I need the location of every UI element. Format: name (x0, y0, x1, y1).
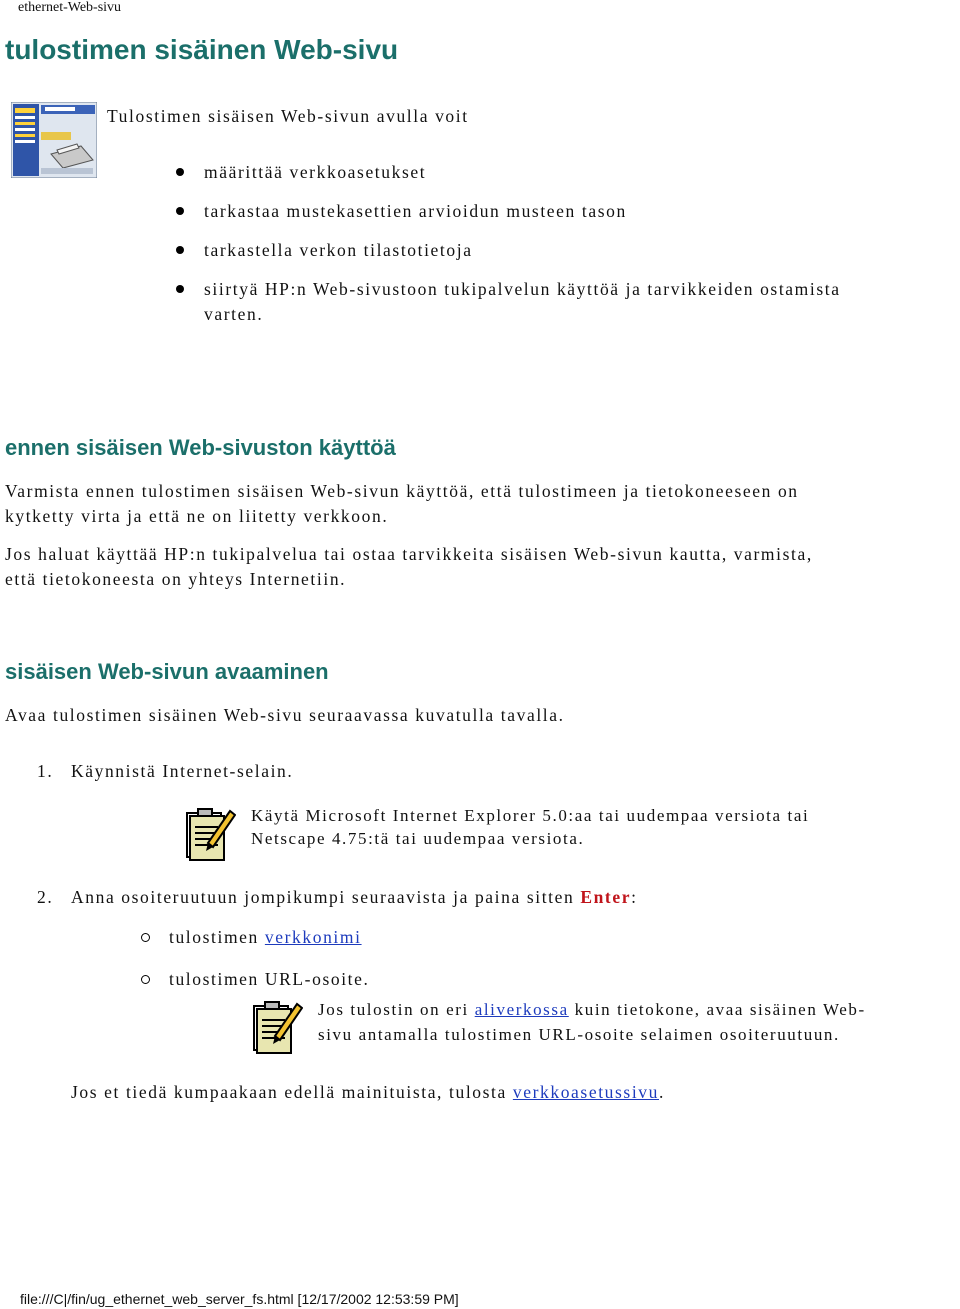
embedded-web-server-thumbnail (11, 102, 97, 178)
step-1 (37, 759, 294, 784)
step-number: 1. (37, 761, 54, 781)
note-icon (251, 998, 303, 1054)
bullet-icon (176, 207, 184, 215)
paragraph: Jos et tiedä kumpaakaan edellä mainituista, tulosta verkkoasetussivu. (71, 1082, 665, 1102)
paragraph: Avaa tulostimen sisäinen Web-sivu seuraavassa kuvatulla tavalla. (5, 705, 565, 725)
section-heading-before-use: ennen sisäisen Web-sivuston käyttöä (5, 435, 396, 460)
document-title: ethernet-Web-sivu (18, 0, 122, 15)
feature-list (176, 160, 841, 327)
section-heading-opening: sisäisen Web-sivun avaaminen (5, 659, 329, 684)
list-item: tulostimen URL-osoite. (141, 967, 369, 992)
file-path-footer: file:///C|/fin/ug_ethernet_web_server_fs.html [12/17/2002 12:53:59 PM] (20, 1291, 459, 1307)
intro-text: Tulostimen sisäisen Web-sivun avulla voit (107, 106, 469, 126)
list-item: määrittää verkkoasetukset (176, 160, 841, 199)
note-text: Jos tulostin on eri aliverkossa kuin tietokone, avaa sisäinen Web- sivu antamalla tulostimen URL-osoite selaimen osoiteruutuun. (318, 1000, 866, 1044)
list-item: tarkastaa mustekasettien arvioidun musteen tason (176, 199, 841, 238)
bullet-icon (176, 168, 184, 176)
step-number: 2. (37, 887, 54, 907)
network-config-page-link[interactable]: verkkoasetussivu (512, 1082, 659, 1102)
note-icon (184, 805, 236, 861)
circle-bullet-icon (141, 933, 150, 942)
bullet-icon (176, 246, 184, 254)
enter-key-label: Enter (580, 887, 632, 907)
list-item: tulostimen verkkonimi (141, 925, 369, 967)
network-name-link[interactable]: verkkonimi (264, 927, 362, 947)
note-text: Käytä Microsoft Internet Explorer 5.0:aa tai uudempaa versiota tai Netscape 4.75:tä tai uudempaa versiota. (251, 806, 810, 848)
circle-bullet-icon (141, 975, 150, 984)
step-text: Käynnistä Internet-selain. (71, 761, 294, 781)
subnet-link[interactable]: aliverkossa (474, 1000, 569, 1019)
paragraph: Jos haluat käyttää HP:n tukipalvelua tai ostaa tarvikkeita sisäisen Web-sivun kautta, varmista, että tietokoneesta on yhteys Internetiin. (5, 544, 813, 589)
list-item: tarkastella verkon tilastotietoja (176, 238, 841, 277)
list-item: siirtyä HP:n Web-sivustoon tukipalvelun käyttöä ja tarvikkeiden ostamista varten. (176, 277, 841, 327)
paragraph: Varmista ennen tulostimen sisäisen Web-sivun käyttöä, että tulostimeen ja tietokoneeseen on kytketty virta ja että ne on liitetty verkkoon. (5, 481, 799, 526)
page-title: tulostimen sisäinen Web-sivu (5, 34, 399, 65)
bullet-icon (176, 285, 184, 293)
step-2: 2. Anna osoiteruutuun jompikumpi seuraavista ja paina sitten Enter: (37, 887, 638, 907)
option-list (141, 925, 369, 992)
step-text: Anna osoiteruutuun jompikumpi seuraavista ja paina sitten (71, 887, 575, 907)
